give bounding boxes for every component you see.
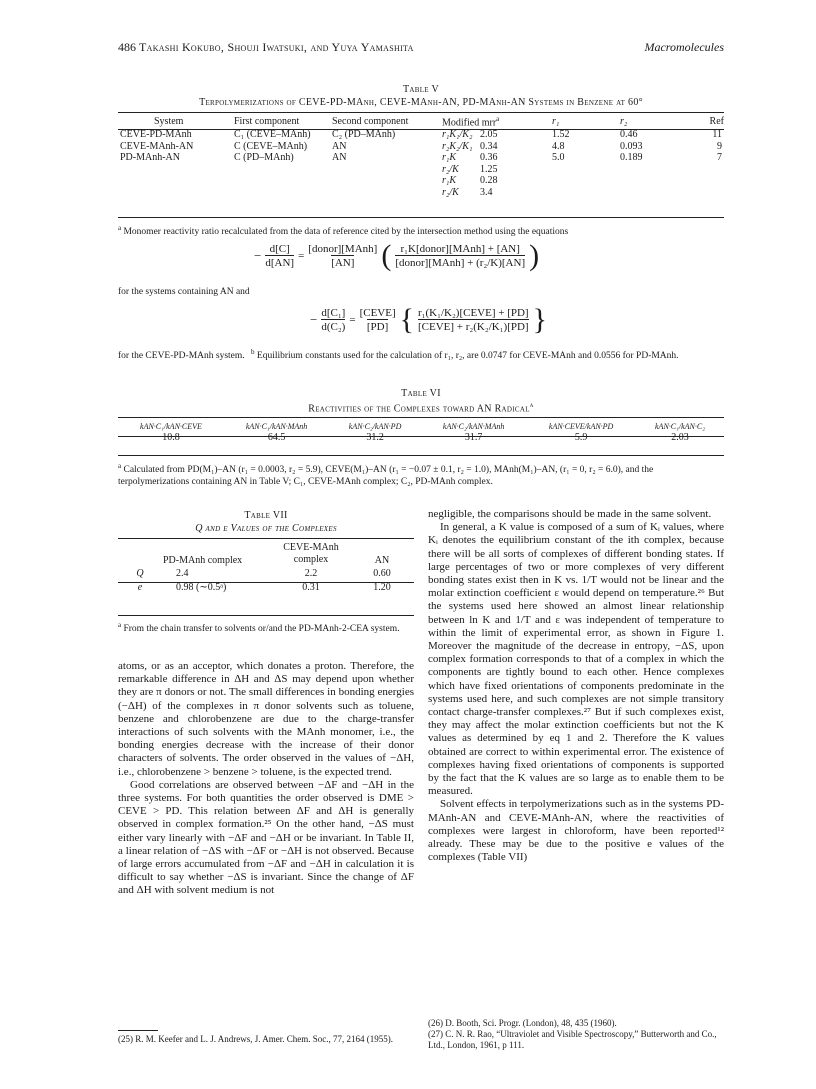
table5-header-mrr	[432, 114, 530, 129]
eq2-lhs-den: d(C₂)	[321, 321, 346, 333]
table5-cell-r1	[530, 175, 590, 187]
table5-row	[118, 187, 724, 199]
eq1-mid-den: [AN]	[331, 257, 355, 269]
table7-cell-param: e	[137, 582, 143, 593]
table5-cell-system: PD-MAnh-AN	[120, 152, 180, 164]
table5-mrr-value: 1.25	[480, 163, 498, 175]
table7-header-rule	[118, 582, 414, 583]
table6-value-cell: 10.8	[162, 432, 180, 443]
table5-cell-r1	[530, 187, 590, 199]
table5-header-mrr-text: Modified mrr	[442, 117, 497, 129]
table5-header-system: System	[154, 116, 184, 128]
table7-header-row	[118, 541, 414, 567]
eq1-lhs	[265, 243, 294, 269]
table5-top-rule	[118, 112, 724, 113]
table7-top-rule	[118, 538, 414, 539]
table5-cell-ref	[662, 175, 724, 187]
table5-header-row	[118, 114, 724, 129]
table6-title-text: Reactivities of the Complexes toward AN Radical	[308, 403, 530, 415]
table5-cell-mrr-label	[432, 141, 530, 153]
table5-header-first: First component	[234, 116, 300, 128]
table5-footnote-a-text: Monomer reactivity ratio recalculated from the data of reference cited by the intersection method using the equations	[123, 227, 569, 238]
table7-bottom-rule	[118, 615, 414, 616]
table5-footnote-a-mark: a	[118, 224, 122, 232]
left-column	[118, 660, 414, 898]
table5-cell-system: CEVE-MAnh-AN	[120, 140, 194, 152]
table5-row	[118, 164, 724, 176]
table5-cell-system	[118, 164, 210, 176]
table5-cell-system: CEVE-PD-MAnh	[120, 129, 192, 141]
table5-cell-mrr-label	[432, 175, 530, 187]
table5-cell-ref: 9	[717, 140, 722, 152]
right-paragraph-2: In general, a K value is composed of a sum of Kᵢ values, where Kᵢ denotes the equilibrium constant of the ith complex, because there will be all sorts of complexes of different bonding states. If large percentages of two or more complexes of very different bonding states exist then in K vs. 1/T would not be linear and the molar extinction coefficient ε would depend on temperature.²⁶ But the systems used here showed an almost linear relationship between ln K and 1/T and ε was independent of temperature to within the limit of experimental error, as shown in Figure 1. Moreover the magnitude of the decrease in entropy, −ΔS, upon complex formation corresponds to that of a complex in which the components are tightly bound to each other. Hence complexes which have fixed orientations of components predominate in the systems used here, and such complexes are not simple transitory contact charge-transfer complexes.²⁷ But if such complexes exist, they may affect the molar extinction coefficients but not the K values as determined by eq 1 and 2. Therefore the K values obtained are correct to within experimental error. The existence of complexes having fixed orientations of components is supported by the fact that the K values are so large as to enable them to be measured.	[428, 521, 724, 798]
table7-cell-param: Q	[136, 568, 144, 579]
equation-1: − $\frac{d[C]}{d[AN]}$ = [donor][MAnh] [AN] ( r₁K[donor][MAnh] + [AN] [donor][MAnh] + (r₂/K)[AN] )	[254, 239, 540, 272]
page-number: 486	[118, 40, 136, 54]
header-left	[118, 40, 414, 55]
table5-mrr-label: r₁K	[442, 175, 457, 187]
table5-cell-r2: 0.093	[620, 140, 643, 152]
table5-footnote-b	[118, 346, 724, 362]
table7-cell-an: 0.60	[373, 568, 391, 579]
eq1-lhs-den: d[AN]	[265, 257, 295, 269]
left-reference-25: (25) R. M. Keefer and L. J. Andrews, J. Amer. Chem. Soc., 77, 2164 (1955).	[118, 1034, 393, 1044]
table7-header-param	[118, 541, 162, 567]
table5-cell-r2	[590, 164, 662, 176]
eq2-after-text: for the CEVE-PD-MAnh system.	[118, 351, 245, 362]
table6-value-cell: 31.7	[464, 432, 483, 443]
eq1-rhs	[395, 243, 525, 269]
table5-cell-system	[118, 187, 210, 199]
table5-header-rule	[118, 129, 724, 130]
table6-value-cell: 31.2	[366, 432, 384, 443]
table5-header-mrr-mark: a	[496, 115, 500, 123]
table5-cell-second: C₂ (PD–MAnh)	[332, 129, 396, 141]
right-column	[428, 508, 724, 864]
table6-value-cell: 64.5	[267, 432, 286, 443]
eq1-rhs-den: [donor][MAnh] + (r₂/K)[AN]	[395, 257, 526, 269]
table7-header-ceve: CEVE-MAnh complex	[283, 542, 339, 565]
table6-footnote-text: Calculated from PD(M₁)–AN (r₁ = 0.0003, r₂ = 5.9), CEVE(M₁)–AN (r₁ = −0.07 ± 0.1, r₂ = 1.0), MAnh(M₁)–AN, (r₁ = 0, r₂ = 6.0), and the terpolymerizations containing AN in Table V; C₁, CEVE-MAnh complex; C₂, PD-MAnh complex.	[118, 465, 654, 488]
table7-cell-ceve: 2.2	[304, 568, 318, 579]
table6-header-cell: kAN·C₁/kAN·C₂	[655, 422, 706, 431]
table7-cell-pd: 2.4	[176, 568, 189, 579]
table5-cell-r2	[590, 187, 662, 199]
table5-footnote-a	[118, 222, 724, 238]
left-paragraph-2: Good correlations are observed between −ΔF and −ΔH in the three systems. For both quantities the order observed is DME > CEVE > PD. This relation between ΔF and ΔH is generally observed in complex formation.²⁵ On the other hand, −ΔS must either vary linearly with −ΔF and −ΔH or be invariant. In Table II, a linear relation of −ΔS with −ΔF or −ΔH is not observed. Because of large errors accumulated from −ΔF and −ΔH in calculation it is difficult to say whether −ΔS is invariant. Since the change of ΔF and ΔH with solvent medium is not	[118, 778, 414, 897]
table6-footnote	[118, 460, 724, 488]
table6-header-cell: kAN·C₁/kAN·MAnh	[245, 422, 308, 431]
table5-mrr-value: 0.28	[480, 175, 498, 187]
table5-row	[118, 152, 724, 164]
table5-header-r1: r₁	[552, 116, 560, 128]
table5-mrr-label: r₂/K	[442, 163, 459, 175]
table5-mrr-label: r₁K₁/K₂	[442, 129, 473, 141]
table7-footnote-text: From the chain transfer to solvents or/and the PD-MAnh-2-CEA system.	[123, 624, 400, 635]
table5-header-r2: r₂	[620, 116, 628, 128]
eq2-mid	[360, 307, 396, 333]
table6-title	[118, 401, 724, 414]
table5-row	[118, 175, 724, 187]
table5-row	[118, 129, 724, 141]
eq2-mid-den: [PD]	[366, 321, 389, 333]
reference-27: (27) C. N. R. Rao, “Ultraviolet and Visible Spectroscopy,” Butterworth and Co., Ltd., London, 1961, p 111.	[428, 1029, 717, 1050]
table5-bottom-rule	[118, 217, 724, 218]
table5-cell-ref	[662, 187, 724, 199]
left-reference-rule	[118, 1030, 158, 1031]
table5-title: Terpolymerizations of CEVE-PD-MAnh, CEVE-MAnh-AN, PD-MAnh-AN Systems in Benzene at 60°	[199, 97, 643, 108]
table7-footnote-mark: a	[118, 621, 122, 629]
table5-cell-second	[320, 187, 432, 199]
eq1-mid-num: [donor][MAnh]	[308, 243, 378, 255]
table6-bottom-rule	[118, 455, 724, 456]
table5-cell-r2: 0.46	[620, 129, 638, 141]
table5-mrr-value: 3.4	[480, 186, 493, 198]
table6-header-cell: kAN·C₂/kAN·MAnh	[442, 422, 505, 431]
table7-row	[118, 567, 414, 581]
table6-footnote-mark: a	[118, 462, 122, 470]
table5-mrr-label: r₁K	[442, 152, 457, 164]
table5-cell-first	[210, 175, 320, 187]
table7-row	[118, 581, 414, 595]
table5-cell-mrr-label	[432, 129, 530, 141]
table7-footnote	[118, 619, 414, 635]
table5-mrr-value: 2.05	[480, 129, 498, 141]
table6-header-cell: kAN·C₁/kAN·CEVE	[140, 422, 202, 431]
left-paragraph-1: atoms, or as an acceptor, which donates a proton. Therefore, the remarkable difference in ΔH and ΔS may depend upon whether they are π donors or not. The small differences in bonding energies (−ΔH) of the complexes in π donor solvents such as toluene, benzene and chlorobenzene are due to the charge-transfer interactions of such solvents with the MAnh monomer, i.e., the bonding energies decrease with the increase of their donor characters of solvents. The order observed in the values of −ΔH, i.e., chlorobenzene > benzene > toluene, is the expected trend.	[118, 660, 414, 778]
table6-value-row	[118, 431, 724, 444]
table5-row	[118, 141, 724, 153]
table5-mrr-label: r₂/K	[442, 186, 459, 198]
right-references	[428, 1018, 724, 1051]
equation-2: − $\frac{\text{d[C₁]}}{\text{d(C₂)}}$ = [CEVE] [PD] { r₁(K₁/K₂)[CEVE] + [PD] [CEVE] + r₂(K₂/K₁)[PD] }	[310, 303, 547, 336]
table6-value-cell: 5.9	[574, 432, 588, 443]
eq2-lhs-num: d[C₁]	[321, 307, 346, 319]
table6-title-mark: a	[529, 401, 534, 409]
right-paragraph-3: Solvent effects in terpolymerizations such as in the systems PD-MAnh-AN and CEVE-MAnh-AN, where the reactivities of complexes were largest in chloroform, have been reported¹² already. These may be due to the positive e values of the complexes (Table VII)	[428, 798, 724, 864]
table6-header-rule	[118, 436, 724, 437]
running-header	[118, 40, 724, 55]
table5-cell-second	[320, 164, 432, 176]
right-paragraph-1: negligible, the comparisons should be made in the same solvent.	[428, 508, 712, 520]
table6-top-rule	[118, 417, 724, 418]
eq2-rhs-num: r₁(K₁/K₂)[CEVE] + [PD]	[418, 307, 529, 319]
table5-mrr-value: 0.36	[480, 152, 498, 164]
eq1-lhs-num: d[C]	[269, 243, 290, 255]
table5-cell-ref: 11	[712, 129, 722, 141]
table5-mrr-value: 0.34	[480, 140, 498, 152]
eq2-rhs	[418, 307, 529, 333]
table5-cell-first	[210, 164, 320, 176]
table5-cell-system	[118, 175, 210, 187]
eq1-mid	[308, 243, 377, 269]
table5-cell-r1: 4.8	[552, 140, 565, 152]
table5-cell-second: AN	[332, 152, 347, 164]
table5-footnote-b-mark: b	[251, 348, 255, 356]
table7-title: Q and e Values of the Complexes	[195, 523, 337, 534]
table7-cell-ceve: 0.31	[302, 582, 320, 593]
table6	[118, 422, 724, 444]
table5-cell-first: C (CEVE–MAnh)	[234, 140, 308, 152]
table5-cell-r1: 1.52	[552, 129, 570, 141]
table6-header-cell: kAN·CEVE/kAN·PD	[548, 422, 614, 431]
table5-cell-r1: 5.0	[552, 152, 565, 164]
journal-name: Macromolecules	[644, 40, 724, 54]
table5-cell-first: C₁ (CEVE–MAnh)	[234, 129, 311, 141]
table7-cell-an: 1.20	[373, 582, 391, 593]
table7-header-pd: PD-MAnh complex	[163, 555, 243, 566]
table5-cell-second	[320, 175, 432, 187]
author-line: Takashi Kokubo, Shouji Iwatsuki, and Yuya Yamashita	[139, 40, 414, 54]
table6-value-cell: 2.03	[671, 432, 689, 443]
table5-label: Table V	[402, 84, 440, 95]
table5	[118, 114, 724, 198]
table5-footnote-b-text: Equilibrium constants used for the calculation of r₁, r₂, are 0.0747 for CEVE-MAnh and 0.0556 for PD-MAnh.	[256, 351, 679, 362]
table5-cell-first: C (PD–MAnh)	[234, 152, 294, 164]
table5-cell-r1	[530, 164, 590, 176]
table5-cell-r2: 0.189	[620, 152, 643, 164]
table5-header-ref: Ref	[709, 116, 724, 128]
table5-cell-ref	[662, 164, 724, 176]
table6-header-cell: kAN·C₂/kAN·PD	[348, 422, 402, 431]
table6-header-row	[118, 422, 724, 431]
eq1-rhs-num: r₁K[donor][MAnh] + [AN]	[400, 243, 520, 255]
table7-cell-pd: 0.98 (∼0.5ᵃ)	[176, 582, 227, 593]
table5-cell-first	[210, 187, 320, 199]
eq1-after-text: for the systems containing AN and	[118, 287, 250, 297]
table7-label: Table VII	[244, 510, 288, 521]
table5-cell-r2	[590, 175, 662, 187]
table5-header-second: Second component	[332, 116, 409, 128]
table5-mrr-label: r₂K₂/K₁	[442, 140, 473, 152]
eq2-lhs	[321, 307, 345, 333]
table5-cell-mrr-label	[432, 152, 530, 164]
eq2-mid-num: [CEVE]	[359, 307, 396, 319]
table7	[118, 541, 414, 595]
eq2-rhs-den: [CEVE] + r₂(K₂/K₁)[PD]	[418, 321, 529, 333]
table5-cell-mrr-label	[432, 187, 530, 199]
table5-cell-ref: 7	[717, 152, 722, 164]
table7-header-an: AN	[374, 555, 390, 566]
table5-cell-second: AN	[332, 140, 347, 152]
table6-label: Table VI	[401, 388, 441, 399]
table5-cell-mrr-label	[432, 164, 530, 176]
reference-26: (26) D. Booth, Sci. Progr. (London), 48, 435 (1960).	[428, 1018, 617, 1028]
